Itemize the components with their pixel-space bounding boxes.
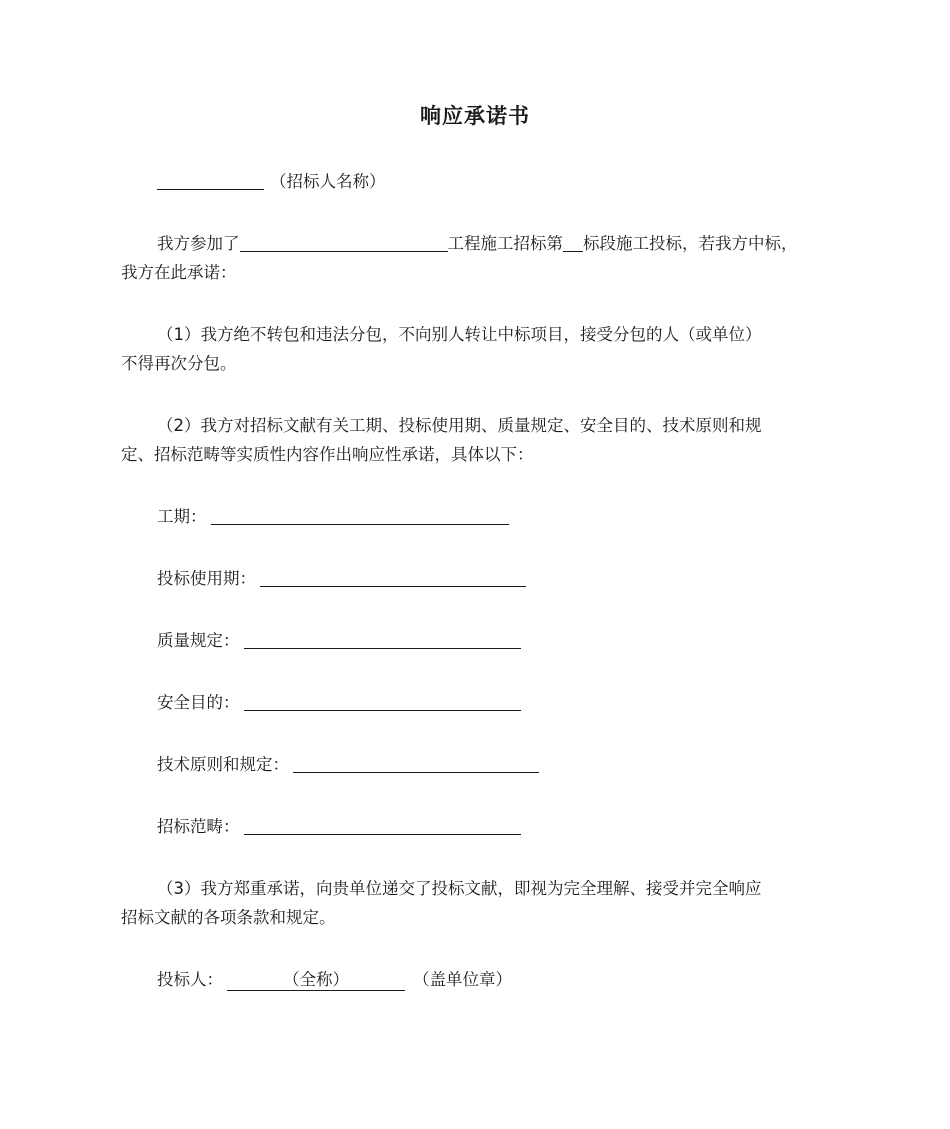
bidder-label: 投标人：: [157, 970, 223, 989]
safety-field: [157, 688, 521, 717]
quality-blank[interactable]: [244, 630, 521, 649]
intro-text-2: 工程施工招标第: [447, 234, 563, 253]
item3-line-2: 招标文献的各项条款和规定。: [121, 908, 336, 927]
intro-text-1: 我方参加了: [157, 234, 240, 253]
recipient-line: [157, 167, 386, 196]
validity-label: 投标使用期：: [157, 569, 256, 588]
bidder-name-blank[interactable]: [227, 970, 405, 991]
validity-blank[interactable]: [260, 568, 526, 587]
section-number-blank[interactable]: [563, 233, 583, 252]
item2-line-2: 定、招标范畴等实质性内容作出响应性承诺，具体以下：: [121, 445, 534, 464]
item1-line-1: （1）我方绝不转包和违法分包，不向别人转让中标项目，接受分包的人（或单位）: [157, 325, 762, 344]
validity-field: [157, 564, 526, 593]
scope-field: [157, 812, 521, 841]
seal-label: （盖单位章）: [413, 970, 512, 989]
intro-text-3: 标段施工投标，若我方中标，: [583, 234, 798, 253]
duration-blank[interactable]: [211, 506, 509, 525]
technical-label: 技术原则和规定：: [157, 755, 289, 774]
intro-line-2: 我方在此承诺：: [121, 263, 237, 282]
recipient-blank[interactable]: [157, 171, 264, 190]
technical-field: [157, 750, 539, 779]
item1-line-2: 不得再次分包。: [121, 354, 237, 373]
safety-label: 安全目的：: [157, 693, 240, 712]
scope-label: 招标范畴：: [157, 817, 240, 836]
safety-blank[interactable]: [244, 692, 521, 711]
item3-line-1: （3）我方郑重承诺，向贵单位递交了投标文献，即视为完全理解、接受并完全响应: [157, 879, 762, 898]
recipient-suffix: （招标人名称）: [270, 172, 386, 191]
quality-field: [157, 626, 521, 655]
scope-blank[interactable]: [244, 816, 521, 835]
project-name-blank[interactable]: [240, 233, 448, 252]
page-title: 响应承诺书: [420, 104, 530, 128]
technical-blank[interactable]: [293, 754, 539, 773]
duration-field: [157, 502, 509, 531]
bidder-name-hint: （全称）: [283, 970, 349, 989]
duration-label: 工期：: [157, 507, 207, 526]
intro-line-1: [157, 229, 798, 258]
item2-line-1: （2）我方对招标文献有关工期、投标使用期、质量规定、安全目的、技术原则和规: [157, 416, 762, 435]
quality-label: 质量规定：: [157, 631, 240, 650]
signature-line: [157, 965, 512, 994]
